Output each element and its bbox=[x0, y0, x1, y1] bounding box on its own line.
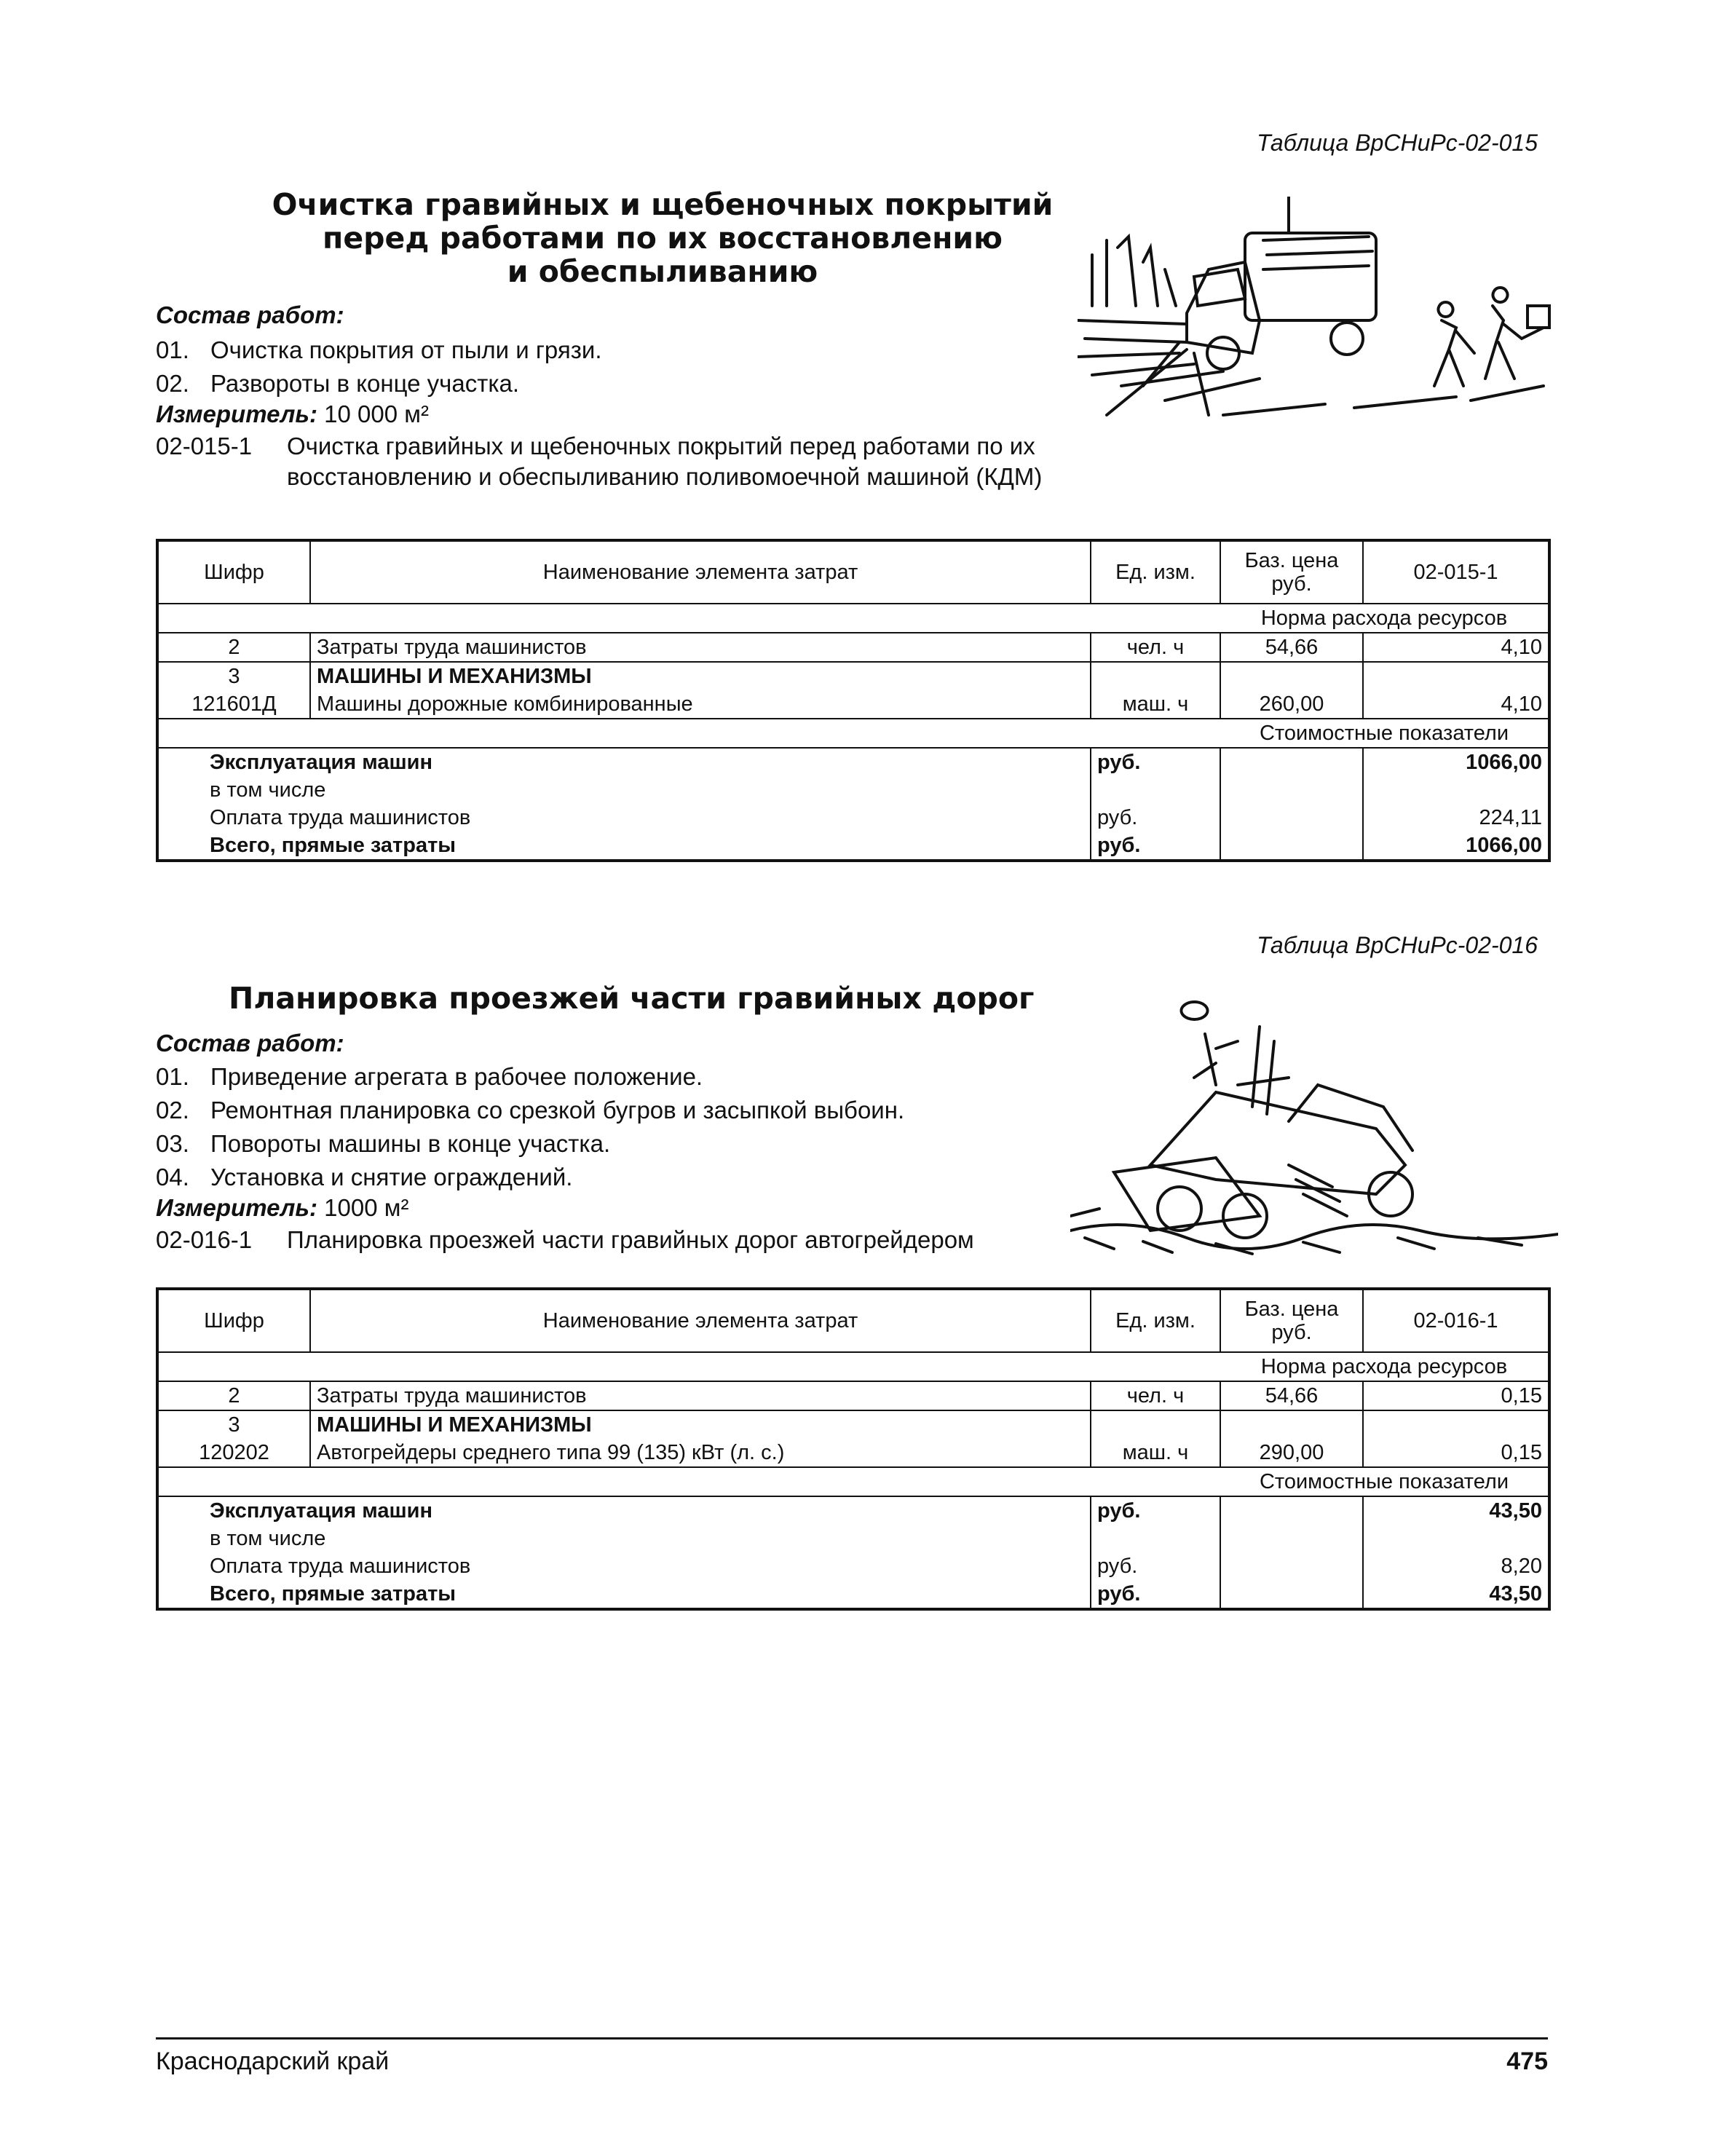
table-label-02-016: Таблица ВрСНиРс-02-016 bbox=[1257, 932, 1538, 958]
section-title-02-015 bbox=[218, 188, 1107, 288]
table-row: 120202 Автогрейдеры среднего типа 99 (135) кВт (л. с.) маш. ч 290,00 0,15 bbox=[157, 1439, 1549, 1467]
title-line: и обеспыливанию bbox=[507, 254, 818, 289]
measure-value: 1000 м² bbox=[324, 1194, 409, 1221]
title-line: Очистка гравийных и щебеночных покрытий bbox=[272, 187, 1054, 222]
table-header-row bbox=[157, 1289, 1549, 1352]
rate-text: Очистка гравийных и щебеночных покрытий перед работами по их восстановлению и обеспыливанию поливомоечной машиной (КДМ) bbox=[287, 433, 1043, 490]
table-row: в том числе bbox=[157, 1525, 1549, 1552]
cost-caption: Стоимостные показатели bbox=[1220, 1467, 1549, 1496]
cost-table-02-016 bbox=[156, 1287, 1551, 1611]
column-header: Шифр bbox=[157, 540, 310, 604]
table-row: Всего, прямые затраты руб. 1066,00 bbox=[157, 832, 1549, 861]
measure-label: Измеритель: bbox=[156, 400, 317, 427]
table-row: Эксплуатация машин руб. 43,50 bbox=[157, 1496, 1549, 1525]
table-row: Оплата труда машинистов руб. 8,20 bbox=[157, 1552, 1549, 1580]
table-row: Эксплуатация машин руб. 1066,00 bbox=[157, 748, 1549, 776]
list-item: 03. Повороты машины в конце участка. bbox=[156, 1130, 611, 1157]
motor-grader-illustration bbox=[1070, 998, 1558, 1260]
column-header: Наименование элемента затрат bbox=[310, 540, 1091, 604]
rate-description bbox=[156, 1225, 1102, 1255]
footer-region: Краснодарский край bbox=[156, 2048, 390, 2075]
column-header: Шифр bbox=[157, 1289, 310, 1352]
list-item: 01. Приведение агрегата в рабочее положение. bbox=[156, 1063, 703, 1090]
column-header: Ед. изм. bbox=[1091, 1289, 1220, 1352]
column-header: Ед. изм. bbox=[1091, 540, 1220, 604]
rate-code: 02-015-1 bbox=[156, 433, 253, 459]
table-label-02-015: Таблица ВрСНиРс-02-015 bbox=[1257, 130, 1538, 156]
table-row bbox=[157, 719, 1549, 748]
table-header-row bbox=[157, 540, 1549, 604]
section-title-02-016 bbox=[156, 982, 1131, 1015]
measure-line bbox=[156, 400, 429, 428]
rate-code: 02-016-1 bbox=[156, 1226, 253, 1253]
table-row: 3 МАШИНЫ И МЕХАНИЗМЫ bbox=[157, 662, 1549, 690]
road-sweeper-illustration bbox=[1078, 197, 1558, 422]
title-line: Планировка проезжей части гравийных дорог bbox=[229, 981, 1035, 1016]
work-composition-label: Состав работ: bbox=[156, 301, 344, 328]
norm-caption: Норма расхода ресурсов bbox=[1220, 1352, 1549, 1381]
cost-table-02-015 bbox=[156, 539, 1551, 862]
measure-label: Измеритель: bbox=[156, 1194, 317, 1221]
column-header: Наименование элемента затрат bbox=[310, 1289, 1091, 1352]
norm-caption: Норма расхода ресурсов bbox=[1220, 604, 1549, 633]
column-header: 02-016-1 bbox=[1363, 1289, 1549, 1352]
table-row bbox=[157, 604, 1549, 633]
list-item: 01. Очистка покрытия от пыли и грязи. bbox=[156, 336, 602, 363]
column-header: 02-015-1 bbox=[1363, 540, 1549, 604]
column-header: Баз. цена руб. bbox=[1220, 1289, 1363, 1352]
work-composition-label: Состав работ: bbox=[156, 1030, 344, 1057]
measure-line bbox=[156, 1194, 408, 1222]
table-row bbox=[157, 1352, 1549, 1381]
page-number: 475 bbox=[1506, 2048, 1548, 2075]
rate-description bbox=[156, 431, 1088, 492]
rate-text: Планировка проезжей части гравийных дорог автогрейдером bbox=[287, 1226, 974, 1253]
table-row: 2 Затраты труда машинистов чел. ч 54,66 4,10 bbox=[157, 633, 1549, 662]
table-row: в том числе bbox=[157, 776, 1549, 804]
table-row bbox=[157, 1467, 1549, 1496]
list-item: 02. Развороты в конце участка. bbox=[156, 370, 520, 397]
column-header: Баз. цена руб. bbox=[1220, 540, 1363, 604]
list-item: 02. Ремонтная планировка со срезкой бугров и засыпкой выбоин. bbox=[156, 1097, 905, 1124]
work-items-list bbox=[156, 333, 602, 400]
cost-caption: Стоимостные показатели bbox=[1220, 719, 1549, 748]
table-row: 121601Д Машины дорожные комбинированные маш. ч 260,00 4,10 bbox=[157, 690, 1549, 719]
work-items-list bbox=[156, 1060, 904, 1194]
measure-value: 10 000 м² bbox=[324, 400, 429, 427]
table-row: Всего, прямые затраты руб. 43,50 bbox=[157, 1580, 1549, 1609]
list-item: 04. Установка и снятие ограждений. bbox=[156, 1164, 573, 1190]
table-row: 2 Затраты труда машинистов чел. ч 54,66 0,15 bbox=[157, 1381, 1549, 1410]
title-line: перед работами по их восстановлению bbox=[323, 221, 1003, 256]
table-row: 3 МАШИНЫ И МЕХАНИЗМЫ bbox=[157, 1410, 1549, 1439]
footer-divider bbox=[156, 2037, 1548, 2039]
table-row: Оплата труда машинистов руб. 224,11 bbox=[157, 804, 1549, 832]
